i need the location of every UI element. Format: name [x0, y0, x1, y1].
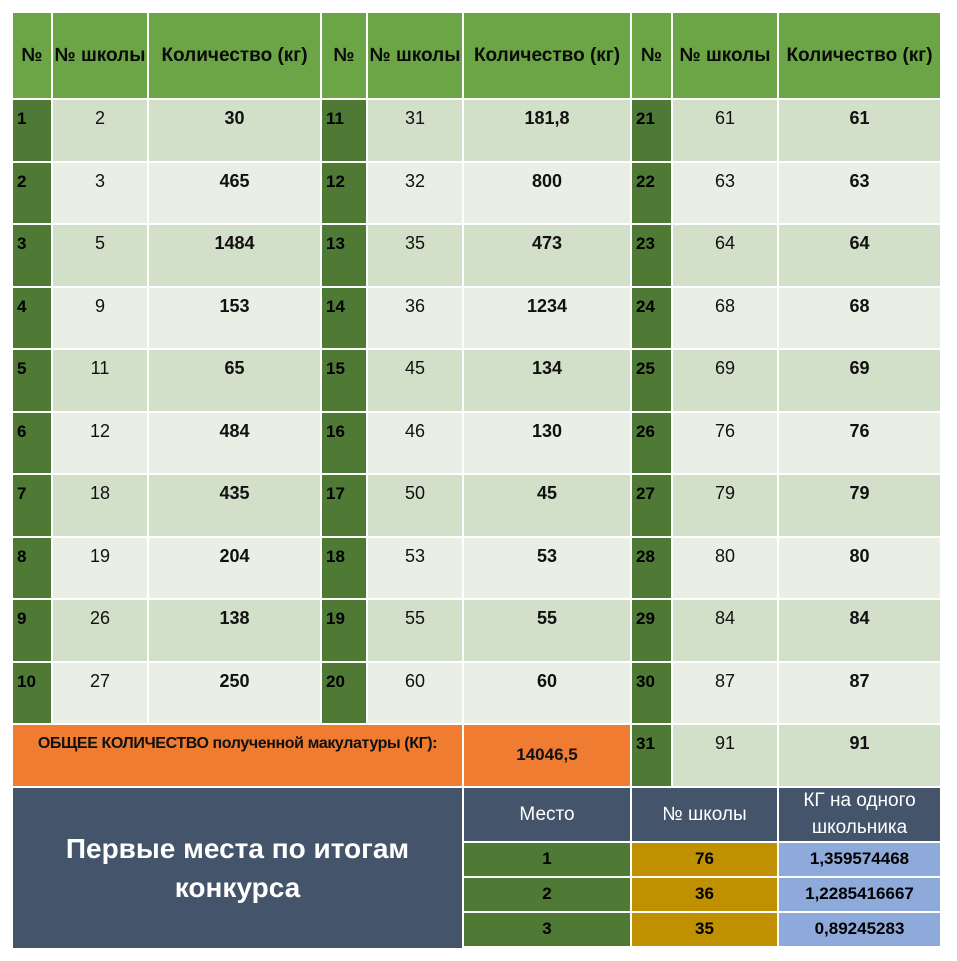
quantity-kg: 87: [779, 663, 942, 726]
row-index: 15: [322, 350, 368, 413]
school-number: 80: [673, 538, 779, 601]
quantity-kg: 45: [464, 475, 632, 538]
header-school: № школы: [53, 13, 149, 100]
quantity-kg: 1234: [464, 288, 632, 351]
row-index: 16: [322, 413, 368, 476]
school-number: 5: [53, 225, 149, 288]
school-number: 45: [368, 350, 464, 413]
school-number: 68: [673, 288, 779, 351]
row-index: 6: [13, 413, 53, 476]
row-index: 24: [632, 288, 673, 351]
quantity-kg: 153: [149, 288, 322, 351]
school-number: 12: [53, 413, 149, 476]
row-index: 22: [632, 163, 673, 226]
quantity-kg: 30: [149, 100, 322, 163]
quantity-kg: 55: [464, 600, 632, 663]
row-index: 18: [322, 538, 368, 601]
quantity-kg: 138: [149, 600, 322, 663]
header-quantity: Количество (кг): [779, 13, 942, 100]
podium-kg-per-student: 0,89245283: [779, 913, 942, 948]
row-index: 23: [632, 225, 673, 288]
podium-kg-per-student: 1,359574468: [779, 843, 942, 878]
school-number: 26: [53, 600, 149, 663]
row-index: 26: [632, 413, 673, 476]
quantity-kg: 465: [149, 163, 322, 226]
quantity-kg: 1484: [149, 225, 322, 288]
row-index: 17: [322, 475, 368, 538]
school-number: 91: [673, 725, 779, 788]
school-number: 11: [53, 350, 149, 413]
quantity-kg: 91: [779, 725, 942, 788]
podium-school: 35: [632, 913, 779, 948]
row-index: 4: [13, 288, 53, 351]
quantity-kg: 800: [464, 163, 632, 226]
quantity-kg: 204: [149, 538, 322, 601]
row-index: 7: [13, 475, 53, 538]
school-number: 55: [368, 600, 464, 663]
header-num: №: [322, 13, 368, 100]
quantity-kg: 484: [149, 413, 322, 476]
row-index: 28: [632, 538, 673, 601]
row-index: 13: [322, 225, 368, 288]
podium-school: 36: [632, 878, 779, 913]
row-index: 10: [13, 663, 53, 726]
quantity-kg: 435: [149, 475, 322, 538]
school-number: 53: [368, 538, 464, 601]
header-school: № школы: [673, 13, 779, 100]
quantity-kg: 60: [464, 663, 632, 726]
header-num: №: [13, 13, 53, 100]
podium-title: Первые места по итогам конкурса: [13, 788, 464, 948]
quantity-kg: 64: [779, 225, 942, 288]
row-index: 2: [13, 163, 53, 226]
school-number: 60: [368, 663, 464, 726]
row-index: 11: [322, 100, 368, 163]
total-label: ОБЩЕЕ КОЛИЧЕСТВО полученной макулатуры (КГ):: [13, 725, 464, 788]
row-index: 14: [322, 288, 368, 351]
row-index: 20: [322, 663, 368, 726]
school-number: 3: [53, 163, 149, 226]
school-number: 61: [673, 100, 779, 163]
quantity-kg: 63: [779, 163, 942, 226]
quantity-kg: 79: [779, 475, 942, 538]
row-index: 12: [322, 163, 368, 226]
row-index: 31: [632, 725, 673, 788]
row-index: 1: [13, 100, 53, 163]
quantity-kg: 250: [149, 663, 322, 726]
quantity-kg: 68: [779, 288, 942, 351]
quantity-kg: 76: [779, 413, 942, 476]
school-number: 84: [673, 600, 779, 663]
header-school: № школы: [368, 13, 464, 100]
podium-place: 2: [464, 878, 632, 913]
school-number: 76: [673, 413, 779, 476]
podium-header-place: Место: [464, 788, 632, 843]
podium-header-school: № школы: [632, 788, 779, 843]
school-number: 50: [368, 475, 464, 538]
row-index: 5: [13, 350, 53, 413]
row-index: 9: [13, 600, 53, 663]
school-number: 31: [368, 100, 464, 163]
quantity-kg: 69: [779, 350, 942, 413]
school-number: 27: [53, 663, 149, 726]
quantity-kg: 65: [149, 350, 322, 413]
quantity-kg: 473: [464, 225, 632, 288]
podium-school: 76: [632, 843, 779, 878]
podium-header-kg: КГ на одного школьника: [779, 788, 942, 843]
school-number: 87: [673, 663, 779, 726]
quantity-kg: 84: [779, 600, 942, 663]
quantity-kg: 61: [779, 100, 942, 163]
school-number: 63: [673, 163, 779, 226]
row-index: 30: [632, 663, 673, 726]
row-index: 25: [632, 350, 673, 413]
row-index: 8: [13, 538, 53, 601]
row-index: 21: [632, 100, 673, 163]
header-quantity: Количество (кг): [464, 13, 632, 100]
header-num: №: [632, 13, 673, 100]
quantity-kg: 80: [779, 538, 942, 601]
total-value: 14046,5: [464, 725, 632, 788]
podium-place: 3: [464, 913, 632, 948]
row-index: 3: [13, 225, 53, 288]
header-quantity: Количество (кг): [149, 13, 322, 100]
quantity-kg: 181,8: [464, 100, 632, 163]
school-number: 35: [368, 225, 464, 288]
row-index: 27: [632, 475, 673, 538]
school-number: 46: [368, 413, 464, 476]
school-number: 36: [368, 288, 464, 351]
school-number: 79: [673, 475, 779, 538]
quantity-kg: 134: [464, 350, 632, 413]
school-number: 9: [53, 288, 149, 351]
school-number: 18: [53, 475, 149, 538]
quantity-kg: 53: [464, 538, 632, 601]
school-number: 2: [53, 100, 149, 163]
school-number: 69: [673, 350, 779, 413]
podium-place: 1: [464, 843, 632, 878]
school-number: 19: [53, 538, 149, 601]
podium-kg-per-student: 1,2285416667: [779, 878, 942, 913]
row-index: 19: [322, 600, 368, 663]
school-number: 64: [673, 225, 779, 288]
school-number: 32: [368, 163, 464, 226]
quantity-kg: 130: [464, 413, 632, 476]
row-index: 29: [632, 600, 673, 663]
